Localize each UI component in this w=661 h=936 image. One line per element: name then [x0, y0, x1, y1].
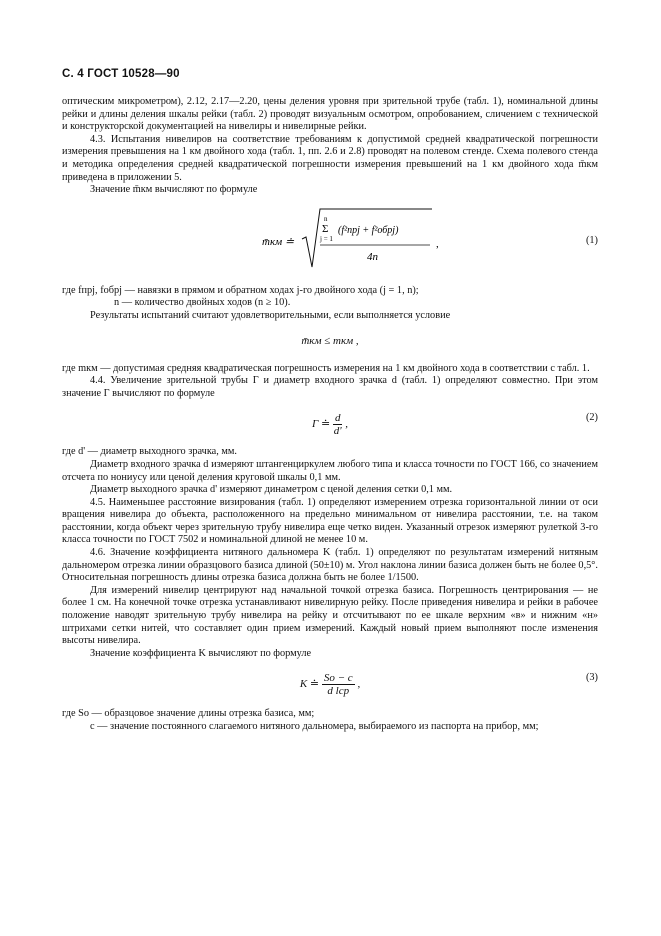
document-body — [62, 96, 598, 734]
formula-2: Г ≐ $\frac{d}{d'}$ , (2) — [312, 412, 598, 438]
formula-3-numerator: Sо − c — [323, 672, 353, 685]
formula-2-lhs: Г ≐ — [312, 418, 331, 431]
sum-sign: Σ — [322, 222, 329, 235]
paragraph: где d' — диаметр выходного зрачка, мм. — [62, 446, 237, 458]
paragraph: c — значение постоянного слагаемого нитяного дальномера, выбираемого из паспорта на прибор, мм; — [90, 721, 539, 732]
paragraph: Значение m̄км вычисляют по формуле — [90, 184, 258, 196]
formula-3: K ≐ $\frac{Sо - c}{\text{d lср}}$ , (3) — [299, 672, 598, 698]
paragraph-4-3: 4.3. Испытания нивелиров на соответствие требованиям к допустимой средней квадратической погрешности измерения превышения на 1 км двойного хода (табл. 1, пп. 2.6 и 2.8) проводят на полевом стенде. Схема полевого стенда и методика определения средней квадратической погрешности измерения превышений на 1 км двойного хода m̄км приведена в приложении 5. — [62, 133, 598, 183]
formula-3-lhs: K ≐ — [299, 678, 320, 691]
formula-condition — [62, 331, 598, 355]
paragraph: Значение коэффициента K вычисляют по формуле — [90, 647, 312, 659]
paragraph: где Sо — образцовое значение длины отрезка базиса, мм; — [62, 708, 315, 720]
paragraph: Для измерений нивелир центрируют над начальной точкой отрезка базиса. Погрешность центрирования — не более 1 см. На конечной точке отрезка устанавливают нивелирную рейку. После приведения нивелира и рейки в рабочее положение наводят зрительную трубу нивелира на рейку и отсчитывают по ее шкале верхним «в» и нижним «н» штрихами сетки нитей, что составляет один прием измерений. Каждый новый прием выполняют после изменения высоты нивелира. — [62, 584, 598, 647]
formula-2-numerator: d — [334, 412, 341, 425]
paragraph-4-5: 4.5. Наименьшее расстояние визирования (табл. 1) определяют измерением отрезка горизонтальной линии от оси вращения нивелира до объекта, расположенного на предельно минимальном от нивелира расстоянии, т.е. на таком расстоянии, когда объект через зрительную трубу нивелира еще четко виден. Указанный отрезок измеряют рулеткой 3-го класса точности по ГОСТ 7502 и номинальной длиной не менее 10 м. — [62, 496, 598, 546]
page-header: С. 4 ГОСТ 10528—90 — [62, 68, 180, 80]
formula-1-graphic — [262, 205, 462, 277]
paragraph: Диаметр входного зрачка d измеряют штангенциркулем любого типа и класса точности по ГОСТ 166, со значением отсчета по нониусу или ценой деления круговой шкалы 0,1 мм. — [62, 458, 598, 483]
formula-1-numerator: (f²прj + f²обрj) — [338, 224, 399, 236]
paragraph-4-4: 4.4. Увеличение зрительной трубы Г и диаметр входного зрачка d (табл. 1) определяют совместно. При этом значение Г вычисляют по формуле — [62, 375, 598, 399]
formula-1-lhs: m̄км ≐ — [262, 235, 295, 248]
paragraph: где fпрj, fобрj — навязки в прямом и обратном ходах j-го двойного хода (j = 1, n); — [62, 284, 419, 296]
paragraph-4-6: 4.6. Значение коэффициента нитяного дальномера K (табл. 1) определяют по результатам измерений нитяным дальномером отрезка линии образцового базиса длиной (50±10) м. Угол наклона линии базиса должен быть не более 0,5°. Относительная погрешность длины отрезка базиса должна быть не более 1/1500. — [62, 547, 598, 584]
formula-1-comma: , — [436, 237, 439, 250]
paragraph: Диаметр выходного зрачка d' измеряют динаметром с ценой деления сетки 0,1 мм. — [90, 484, 453, 496]
condition-text: m̄км ≤ mкм , — [301, 334, 359, 347]
formula-1 — [62, 205, 598, 277]
sum-lower: j = 1 — [320, 234, 333, 243]
paragraph: Результаты испытаний считают удовлетворительными, если выполняется условие — [90, 309, 451, 321]
sum-upper: n — [324, 214, 328, 223]
formula-2-denominator: d' — [333, 425, 342, 438]
formula-3-denominator: d lср — [327, 685, 350, 698]
paragraph: оптическим микрометром), 2.12, 2.17—2.20, цены деления уровня при зрительной трубе (табл. 1), номинальной длины рейки и длины деления шкалы рейки (табл. 2) проводят визуальным осмотром, опробованием, сличением с технической и конструкторской документацией на нивелиры и нивелирные рейки. — [62, 96, 598, 133]
paragraph: n — количество двойных ходов (n ≥ 10). — [114, 297, 291, 309]
formula-1-denominator: 4n — [367, 250, 378, 263]
formula-number: (3) — [585, 672, 598, 684]
formula-number: (2) — [585, 412, 598, 424]
formula-number: (1) — [585, 234, 598, 246]
paragraph: где mкм — допустимая средняя квадратическая погрешность измерения на 1 км двойного хода в соответствии с табл. 1. — [62, 362, 590, 374]
